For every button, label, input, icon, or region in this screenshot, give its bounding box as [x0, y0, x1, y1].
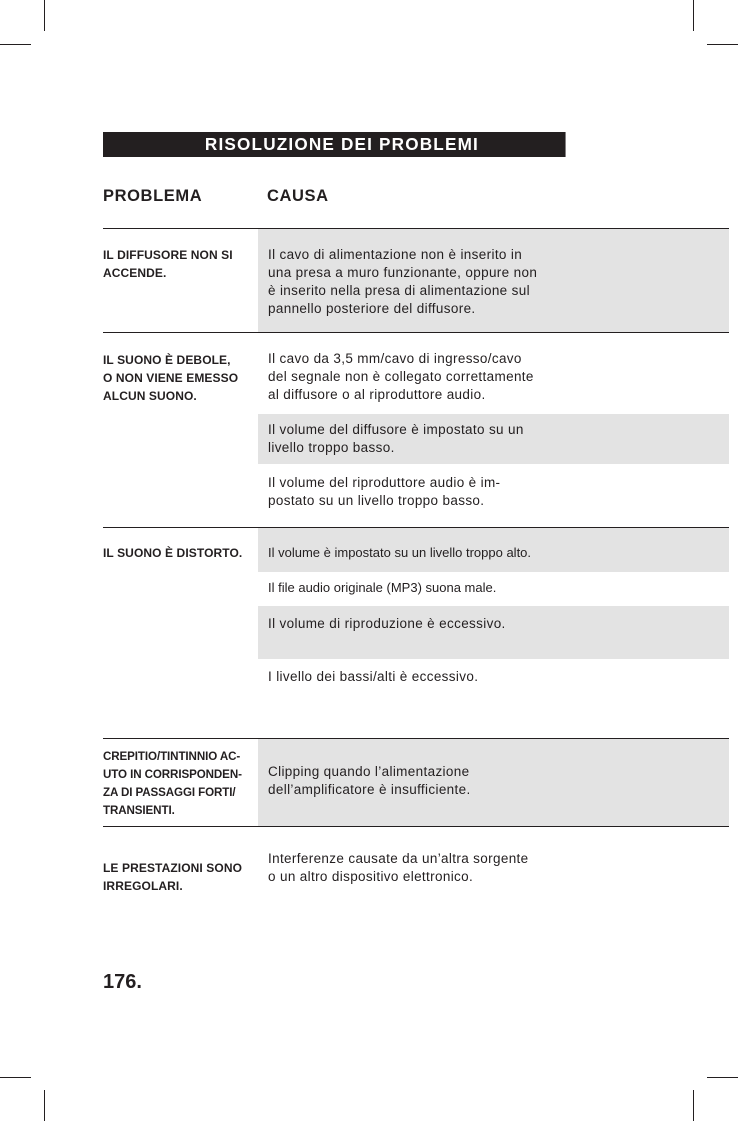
cause-interference: Interferenze causate da un’altra sorgente o un altro dispositivo elettronico.	[268, 851, 529, 884]
crop-mark	[707, 44, 738, 45]
cause-input-cable: Il cavo da 3,5 mm/cavo di ingresso/cavo del segnale non è collegato correttamente al diffusore o al riproduttore audio.	[268, 351, 534, 402]
divider	[103, 332, 729, 333]
crop-mark	[44, 1090, 45, 1121]
column-header-cause: CAUSA	[267, 187, 329, 205]
crop-mark	[693, 0, 694, 31]
divider	[103, 228, 729, 229]
divider	[103, 826, 729, 827]
cause-volume-high: Il volume è impostato su un livello troppo alto.	[268, 545, 532, 560]
cause-bass-treble-excessive: I livello dei bassi/alti è eccessivo.	[268, 669, 479, 684]
divider	[103, 527, 729, 528]
problem-distorted-sound: IL SUONO È DISTORTO.	[103, 546, 243, 560]
problem-weak-sound: IL SUONO È DEBOLE, O NON VIENE EMESSO ALCUN SUONO.	[103, 353, 239, 403]
crop-mark	[0, 1077, 31, 1078]
crop-mark	[0, 44, 31, 45]
cause-power-cable: Il cavo di alimentazione non è inserito in una presa a muro funzionante, oppure non è inserito nella presa di alimentazione sul pannello posteriore del diffusore.	[268, 247, 538, 316]
cause-clipping: Clipping quando l’alimentazione dell’amplificatore è insufficiente.	[268, 764, 471, 797]
cause-player-volume-low: Il volume del riproduttore audio è im- postato su un livello troppo basso.	[268, 475, 501, 508]
problem-irregular-performance: LE PRESTAZIONI SONO IRREGOLARI.	[103, 861, 243, 893]
page-number: 176.	[103, 971, 142, 993]
cause-playback-volume-excessive: Il volume di riproduzione è eccessivo.	[268, 616, 506, 631]
divider	[103, 738, 729, 739]
column-header-problem: PROBLEMA	[103, 187, 203, 205]
cause-bad-source-file: Il file audio originale (MP3) suona male.	[268, 580, 497, 595]
page-title: RISOLUZIONE DEI PROBLEMI	[103, 132, 566, 157]
problem-crackling: CREPITIO/TINTINNIO AC- UTO IN CORRISPONDEN- ZA DI PASSAGGI FORTI/ TRANSIENTI.	[103, 750, 242, 817]
crop-mark	[707, 1077, 738, 1078]
crop-mark	[44, 0, 45, 31]
cause-speaker-volume-low: Il volume del diffusore è impostato su un livello troppo basso.	[268, 422, 524, 455]
crop-mark	[693, 1090, 694, 1121]
problem-speaker-no-power: IL DIFFUSORE NON SI ACCENDE.	[103, 248, 233, 280]
